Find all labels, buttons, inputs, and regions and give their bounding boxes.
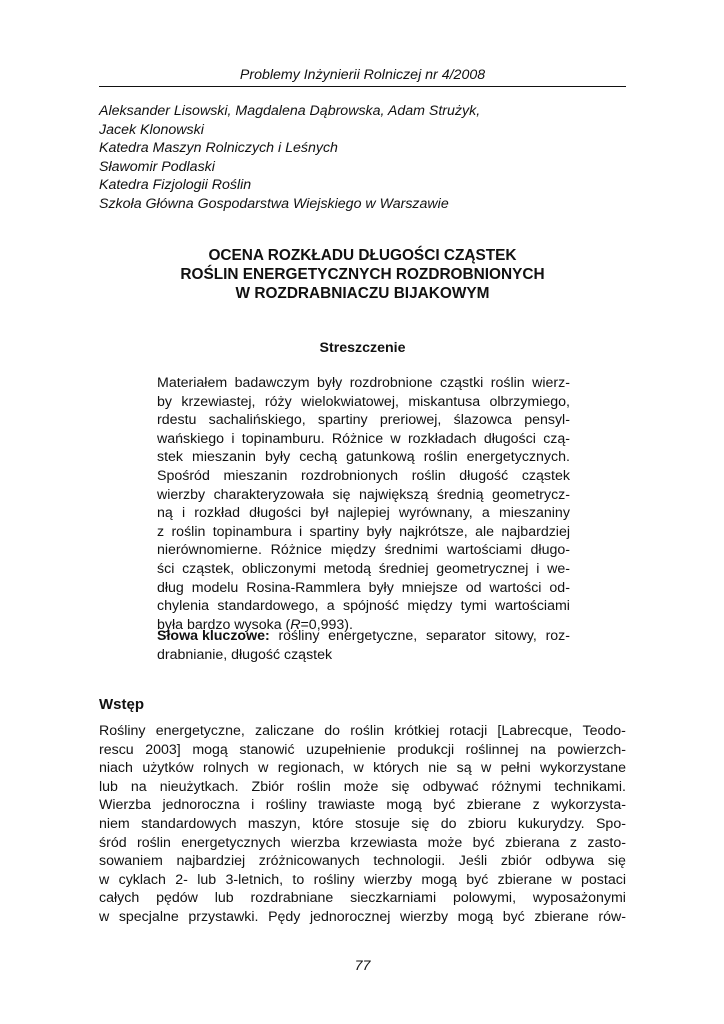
abstract-last-prefix: była bardzo wysoka ( — [157, 616, 291, 633]
intro-line: śród roślin energetycznych wierzba krzewiasta może być zbierana z zasto- — [99, 834, 626, 851]
abstract-line: chylenia standardowego, a spójność między tymi wartościami — [157, 598, 570, 615]
keywords-line-1: Słowa kluczowe: rośliny energetyczne, separator sitowy, roz- — [157, 628, 570, 644]
abstract-line: ści cząstek, obliczonymi metodą średniej geometrycznej i we- — [157, 560, 570, 577]
abstract-line: rdestu sachalińskiego, spartiny preriowej, ślazowca pensyl- — [157, 412, 570, 429]
paper-title — [99, 246, 626, 303]
title-line: OCENA ROZKŁADU DŁUGOŚCI CZĄSTEK — [208, 247, 517, 264]
abstract-line: stek mieszanin były cechą gatunkową roślin energetycznych. — [157, 449, 570, 466]
header-rule — [99, 86, 626, 87]
abstract-line: ną i rozkład długości był najlepiej wyrównany, a mieszaniny — [157, 505, 570, 522]
keywords-label: Słowa kluczowe: — [157, 628, 270, 644]
abstract-line: z roślin topinambura i spartiny były najkrótsze, ale najbardziej — [157, 523, 570, 540]
intro-line: w cyklach 2- lub 3-letnich, to rośliny wierzby mogą być zbierane w postaci — [99, 871, 626, 888]
abstract-line: wierzby charakteryzowała się największą średnią geometrycz- — [157, 486, 570, 503]
abstract-var-r: R — [290, 616, 301, 633]
abstract-last-suffix: =0,993). — [300, 616, 353, 633]
page-number: 77 — [354, 958, 371, 974]
affiliation-line: Szkoła Główna Gospodarstwa Wiejskiego w Warszawie — [99, 195, 449, 212]
authors-line: Aleksander Lisowski, Magdalena Dąbrowska, Adam Strużyk, — [99, 103, 481, 119]
intro-line: niem standardowych maszyn, które stosuje się do zbioru kukurydzy. Spo- — [99, 815, 626, 832]
abstract-line: by krzewiastej, róży wielokwiatowej, miskantusa olbrzymiego, — [157, 393, 570, 410]
authors-affiliations — [99, 102, 626, 214]
intro-line: niach użytków rolnych w regionach, w których nie są w pełni wykorzystane — [99, 760, 626, 777]
abstract-line: Materiałem badawczym były rozdrobnione cząstki roślin wierz- — [157, 375, 570, 391]
intro-line: Wierzba jednoroczna i rośliny trawiaste mogą być zbierane z wykorzysta- — [99, 797, 626, 814]
authors-line: Sławomir Podlaski — [99, 158, 215, 175]
section-heading-intro: Wstęp — [99, 696, 144, 713]
abstract-line: nierównomierne. Różnice między średnimi wartościami długo- — [157, 542, 570, 559]
intro-line: sowaniem najbardziej zróżnicowanych technologii. Jeśli zbiór odbywa się — [99, 853, 626, 870]
keywords — [157, 627, 570, 664]
authors-line: Jacek Klonowski — [99, 121, 204, 138]
affiliation-line: Katedra Maszyn Rolniczych i Leśnych — [99, 140, 338, 157]
abstract-line: Spośród mieszanin rozdrobnionych roślin długość cząstek — [157, 467, 570, 484]
intro-line: całych pędów lub rozdrabniane sieczkarniami polowymi, wyposażonymi — [99, 890, 626, 907]
title-line: ROŚLIN ENERGETYCZNYCH ROZDROBNIONYCH — [180, 266, 545, 283]
keywords-line-2: drabnianie, długość cząstek — [157, 646, 333, 663]
abstract-heading: Streszczenie — [319, 340, 406, 356]
intro-line: w specjalne przystawki. Pędy jednorocznej wierzby mogą być zbierane rów- — [99, 908, 626, 925]
abstract-body — [157, 374, 570, 634]
intro-line: Rośliny energetyczne, zaliczane do roślin krótkiej rotacji [Labrecque, Teodo- — [99, 723, 626, 739]
abstract-line: dług modelu Rosina-Rammlera były mniejsze od wartości od- — [157, 579, 570, 596]
intro-line: lub na nieużytkach. Zbiór roślin może się odbywać różnymi technikami. — [99, 778, 626, 795]
intro-body — [99, 722, 626, 927]
intro-line: rescu 2003] mogą stanowić uzupełnienie produkcji roślinnej na powierzch- — [99, 741, 626, 758]
abstract-line: wańskiego i topinamburu. Różnice w rozkładach długości czą- — [157, 430, 570, 447]
affiliation-line: Katedra Fizjologii Roślin — [99, 177, 252, 194]
title-line: W ROZDRABNIACZU BIJAKOWYM — [235, 285, 490, 302]
journal-header: Problemy Inżynierii Rolniczej nr 4/2008 — [239, 67, 486, 83]
